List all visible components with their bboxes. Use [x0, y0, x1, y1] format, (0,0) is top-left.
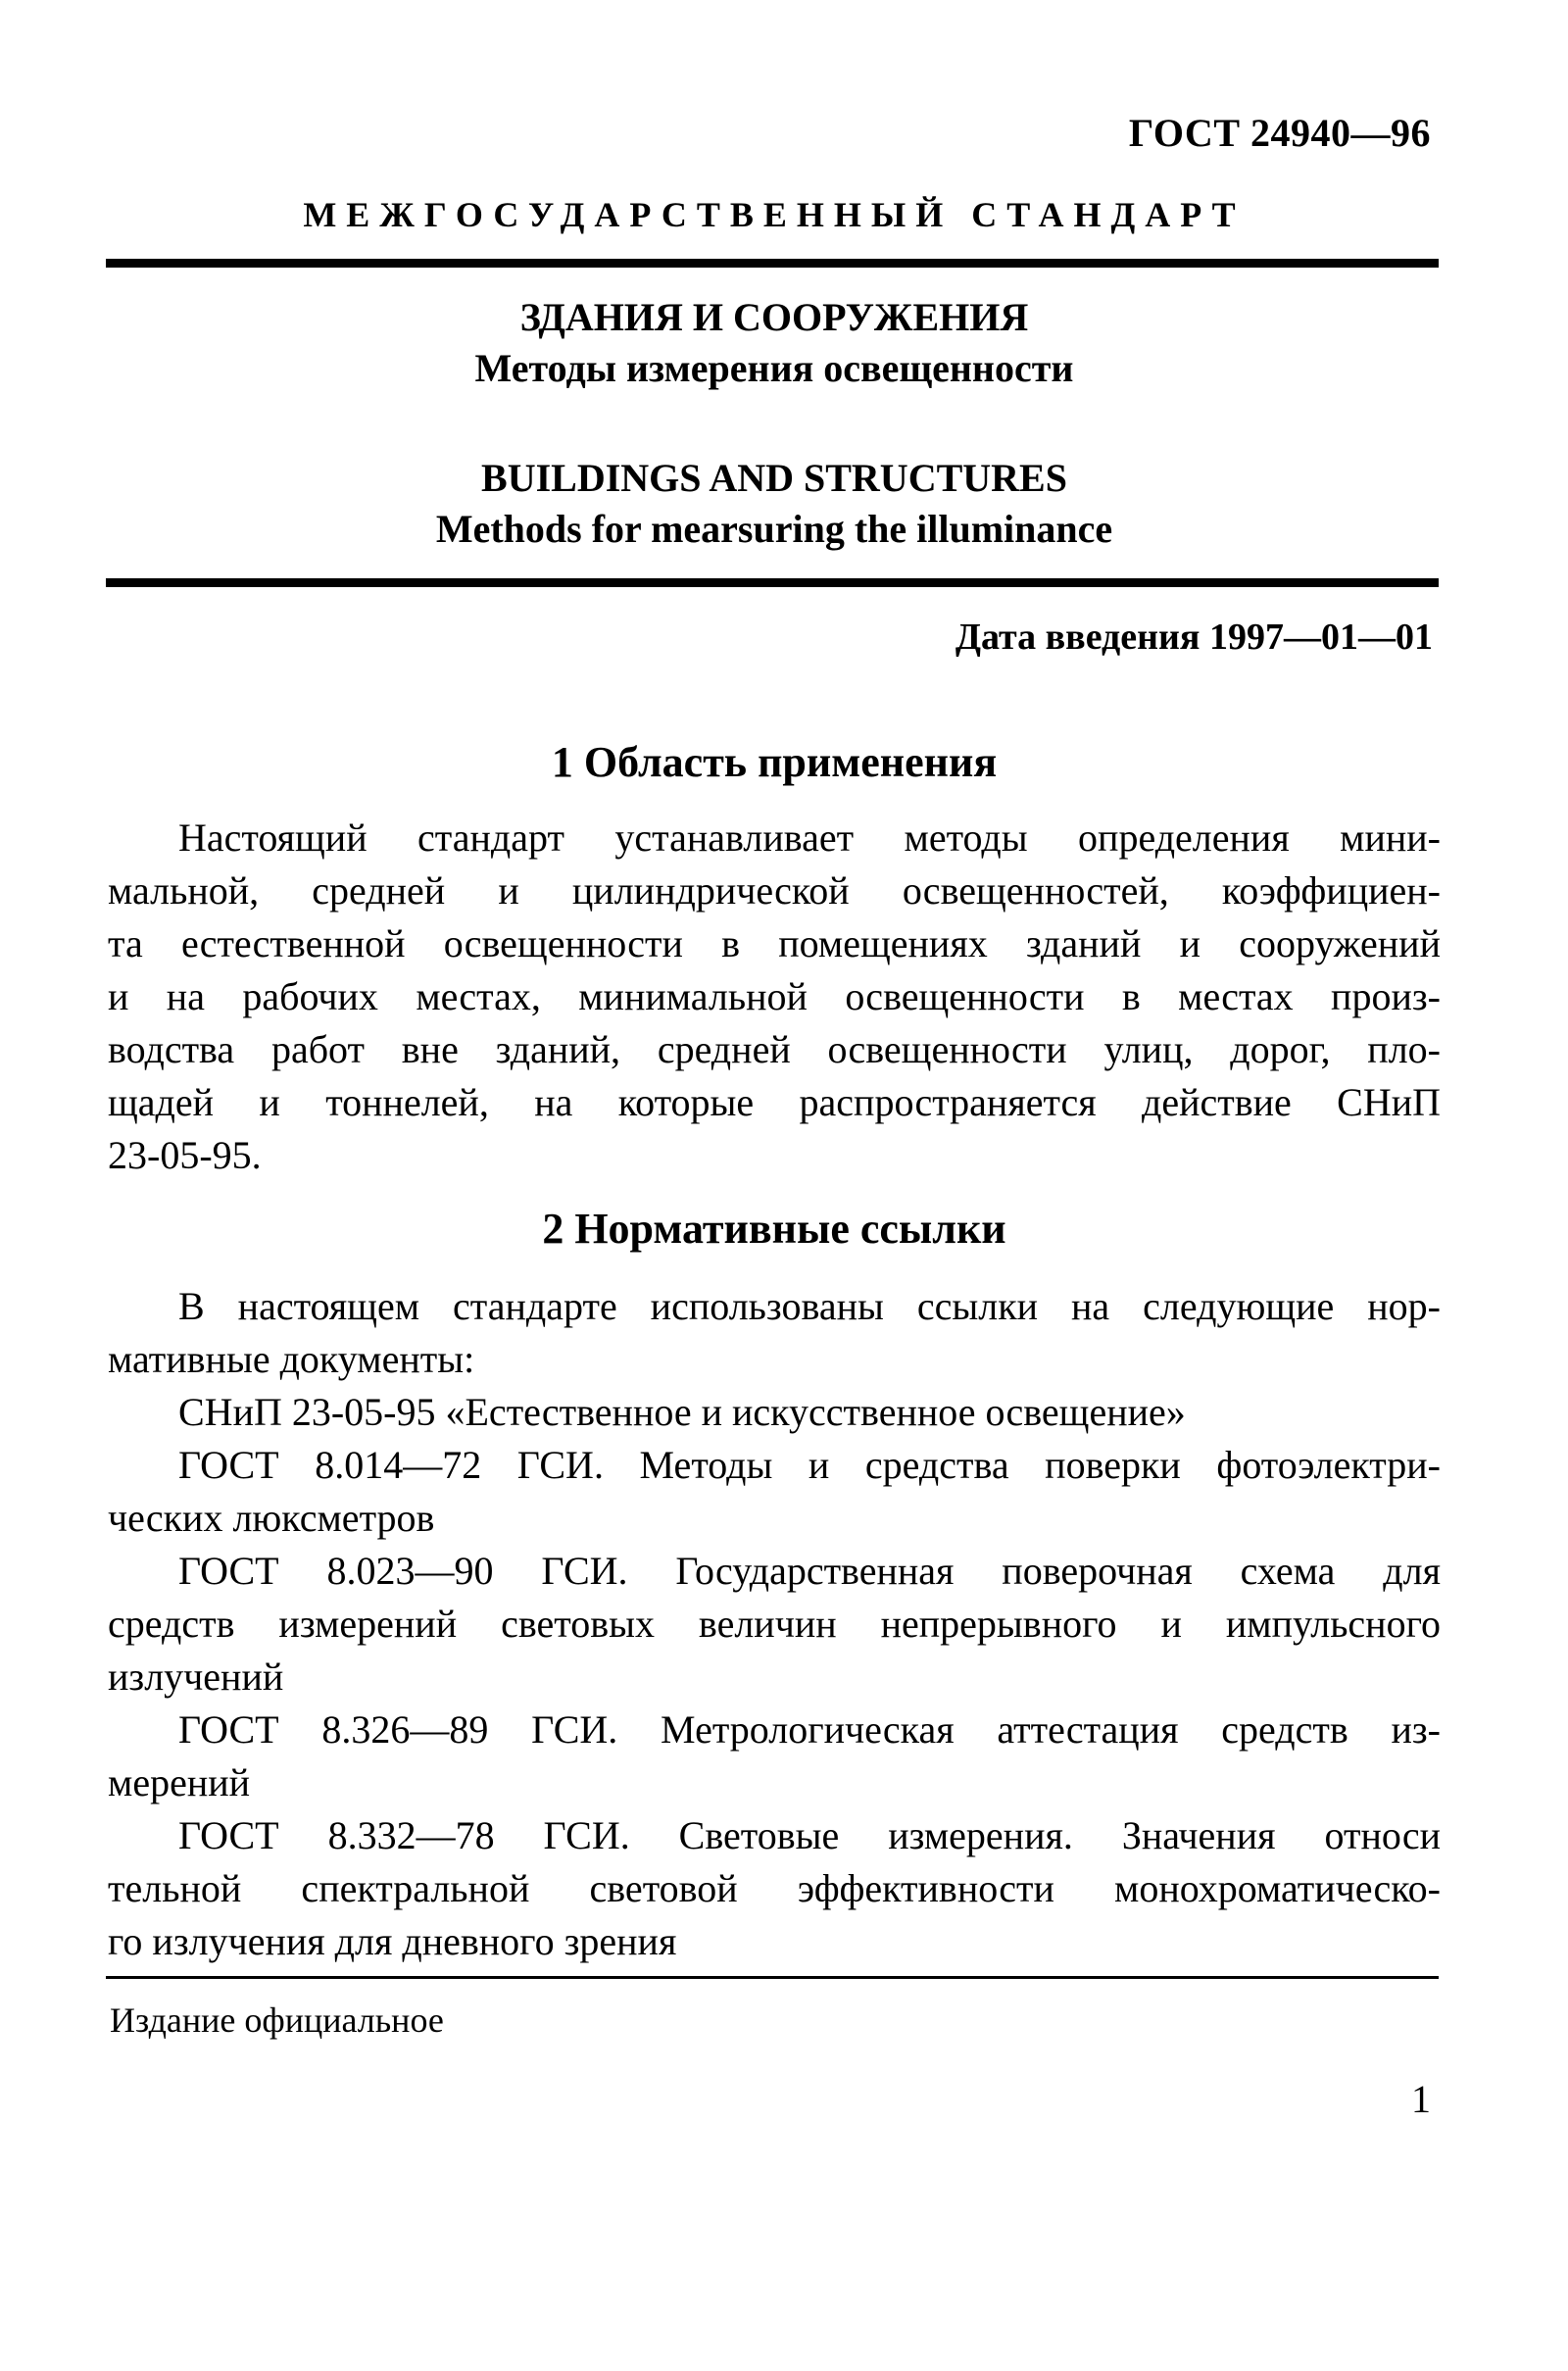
reference-item — [108, 1439, 1441, 1545]
text-line: тельной спектральной световой эффективности монохроматическо- — [108, 1866, 1441, 1910]
text-line: ческих люксметров — [108, 1496, 435, 1540]
title-russian — [108, 292, 1441, 394]
title-ru-sub: Методы измерения освещенности — [474, 346, 1074, 390]
page-number: 1 — [1411, 2077, 1431, 2121]
title-english — [108, 453, 1441, 555]
text-line: ГОСТ 8.014—72 ГСИ. Методы и средства поверки фотоэлектри- — [178, 1443, 1441, 1487]
text-line: мерений — [108, 1760, 251, 1804]
edition-label: Издание официальное — [110, 2001, 444, 2040]
text-line: и на рабочих местах, минимальной освещенности в местах произ- — [108, 974, 1441, 1018]
reference-item — [108, 1386, 1441, 1439]
text-line: щадей и тоннелей, на которые распространяется действие СНиП — [108, 1080, 1441, 1124]
text-line: ГОСТ 8.332—78 ГСИ. Световые измерения. Значения относи — [178, 1813, 1441, 1857]
references-list — [108, 1386, 1441, 1968]
reference-item — [108, 1545, 1441, 1704]
reference-item — [108, 1704, 1441, 1809]
document-code: ГОСТ 24940—96 — [1128, 111, 1431, 155]
text-line: излучений — [108, 1655, 284, 1699]
footer-divider — [106, 1976, 1439, 1979]
title-en-sub: Methods for mearsuring the illuminance — [435, 507, 1113, 551]
date-introduced: Дата введения 1997—01—01 — [955, 617, 1433, 658]
divider-top — [106, 259, 1439, 268]
standard-type-heading: МЕЖГОСУДАРСТВЕННЫЙ СТАНДАРТ — [303, 195, 1246, 234]
text-line: водства работ вне зданий, средней освещенности улиц, дорог, пло- — [108, 1027, 1441, 1071]
text-line: В настоящем стандарте использованы ссылки на следующие нор- — [178, 1284, 1441, 1328]
text-line: та естественной освещенности в помещениях зданий и сооружений — [108, 921, 1441, 965]
references-intro — [108, 1280, 1441, 1386]
text-line: средств измерений световых величин непрерывного и импульсного — [108, 1602, 1441, 1646]
text-line: Настоящий стандарт устанавливает методы определения мини- — [178, 815, 1441, 860]
text-line: СНиП 23-05-95 «Естественное и искусственное освещение» — [178, 1390, 1186, 1434]
reference-item — [108, 1809, 1441, 1968]
text-line: мальной, средней и цилиндрической освещенностей, коэффициен- — [108, 868, 1441, 913]
text-line: ГОСТ 8.023—90 ГСИ. Государственная поверочная схема для — [178, 1549, 1441, 1593]
text-line: го излучения для дневного зрения — [108, 1919, 677, 1963]
text-line: 23-05-95. — [108, 1133, 262, 1177]
scope-paragraph — [108, 812, 1441, 1182]
section-heading-references: 2 Нормативные ссылки — [542, 1205, 1006, 1253]
text-line: мативные документы: — [108, 1337, 475, 1381]
divider-bottom — [106, 578, 1439, 587]
text-line: ГОСТ 8.326—89 ГСИ. Метрологическая аттестация средств из- — [178, 1707, 1441, 1752]
section-heading-scope: 1 Область применения — [551, 738, 998, 786]
title-en-main: BUILDINGS AND STRUCTURES — [481, 456, 1067, 500]
title-ru-main: ЗДАНИЯ И СООРУЖЕНИЯ — [519, 295, 1029, 339]
